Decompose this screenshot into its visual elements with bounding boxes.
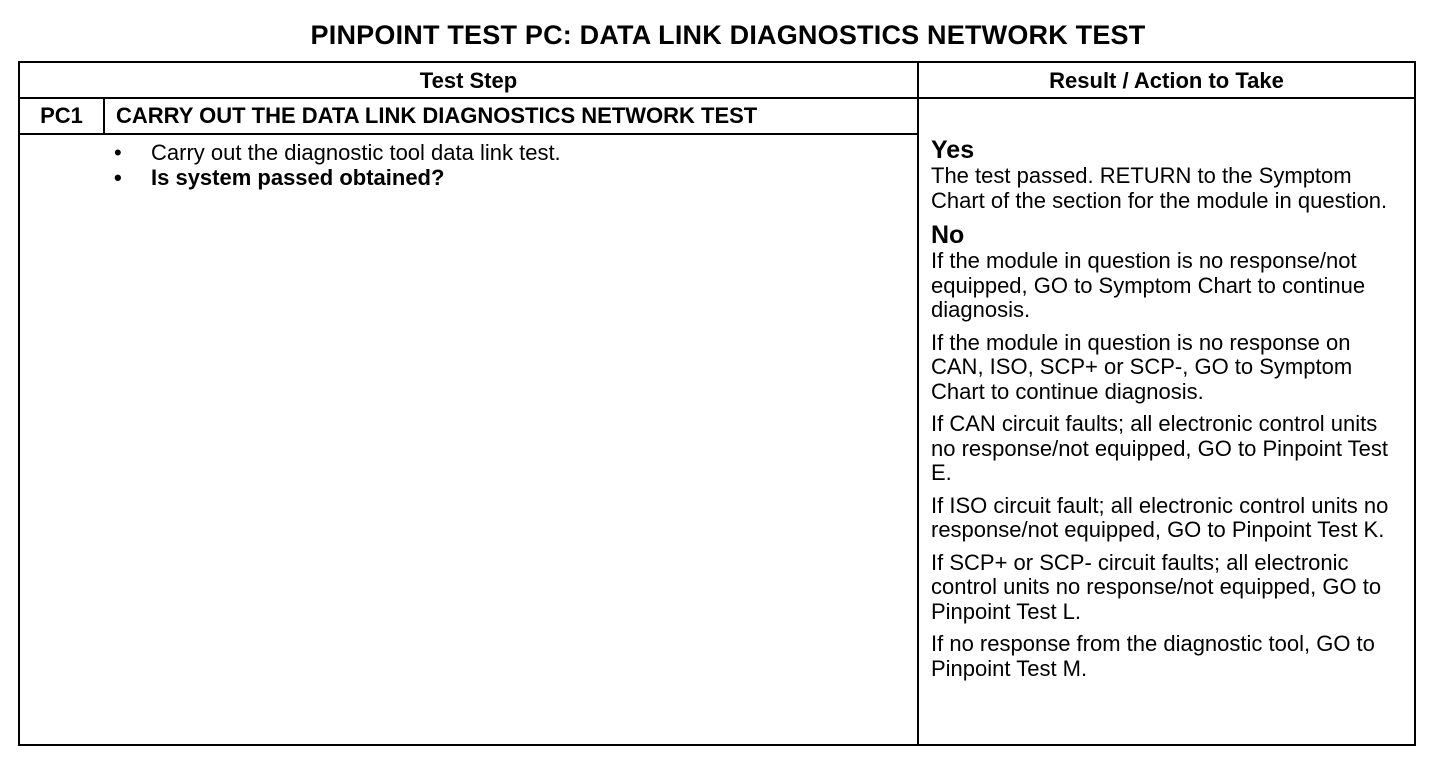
step-item-question [114,165,561,190]
result-no-paragraph: If ISO circuit fault; all electronic control units no response/not equipped, GO to Pinpoint Test K. [931,492,1389,542]
header-result-action: Result / Action to Take [1049,68,1284,93]
result-no-paragraph: If SCP+ or SCP- circuit faults; all electronic control units no response/not equipped, GO to Pinpoint Test L. [931,549,1382,624]
result-yes-text: The test passed. RETURN to the Symptom Chart of the section for the module in question. [931,163,1388,213]
step-item-text: Carry out the diagnostic tool data link test. [151,140,561,165]
step-title: CARRY OUT THE DATA LINK DIAGNOSTICS NETWORK TEST [116,103,758,128]
result-no-paragraph: If the module in question is no response on CAN, ISO, SCP+ or SCP-, GO to Symptom Chart to continue diagnosis. [931,329,1353,404]
bullet: • [114,140,122,165]
result-no [931,222,1401,681]
result-yes-heading: Yes [931,136,975,164]
bullet: • [114,165,122,190]
step-item-text: Is system passed obtained? [151,165,445,190]
column-divider [917,63,919,744]
result-no-heading: No [931,221,965,249]
result-yes [931,137,1401,213]
step-id: PC1 [40,103,83,128]
result-action-cell [931,137,1401,690]
step-id-divider [103,97,105,135]
pinpoint-test-table [18,61,1416,746]
step-title-divider [20,133,917,135]
result-no-paragraph: If CAN circuit faults; all electronic control units no response/not equipped, GO to Pinpoint Test E. [931,411,1389,485]
step-item [114,140,561,165]
result-no-paragraph: If the module in question is no response/not equipped, GO to Symptom Chart to continue diagnosis. [931,248,1366,322]
step-instructions [114,140,561,190]
result-no-paragraph: If no response from the diagnostic tool, GO to Pinpoint Test M. [931,631,1375,681]
header-test-step: Test Step [419,68,518,93]
page-title: PINPOINT TEST PC: DATA LINK DIAGNOSTICS NETWORK TEST [310,20,1146,50]
